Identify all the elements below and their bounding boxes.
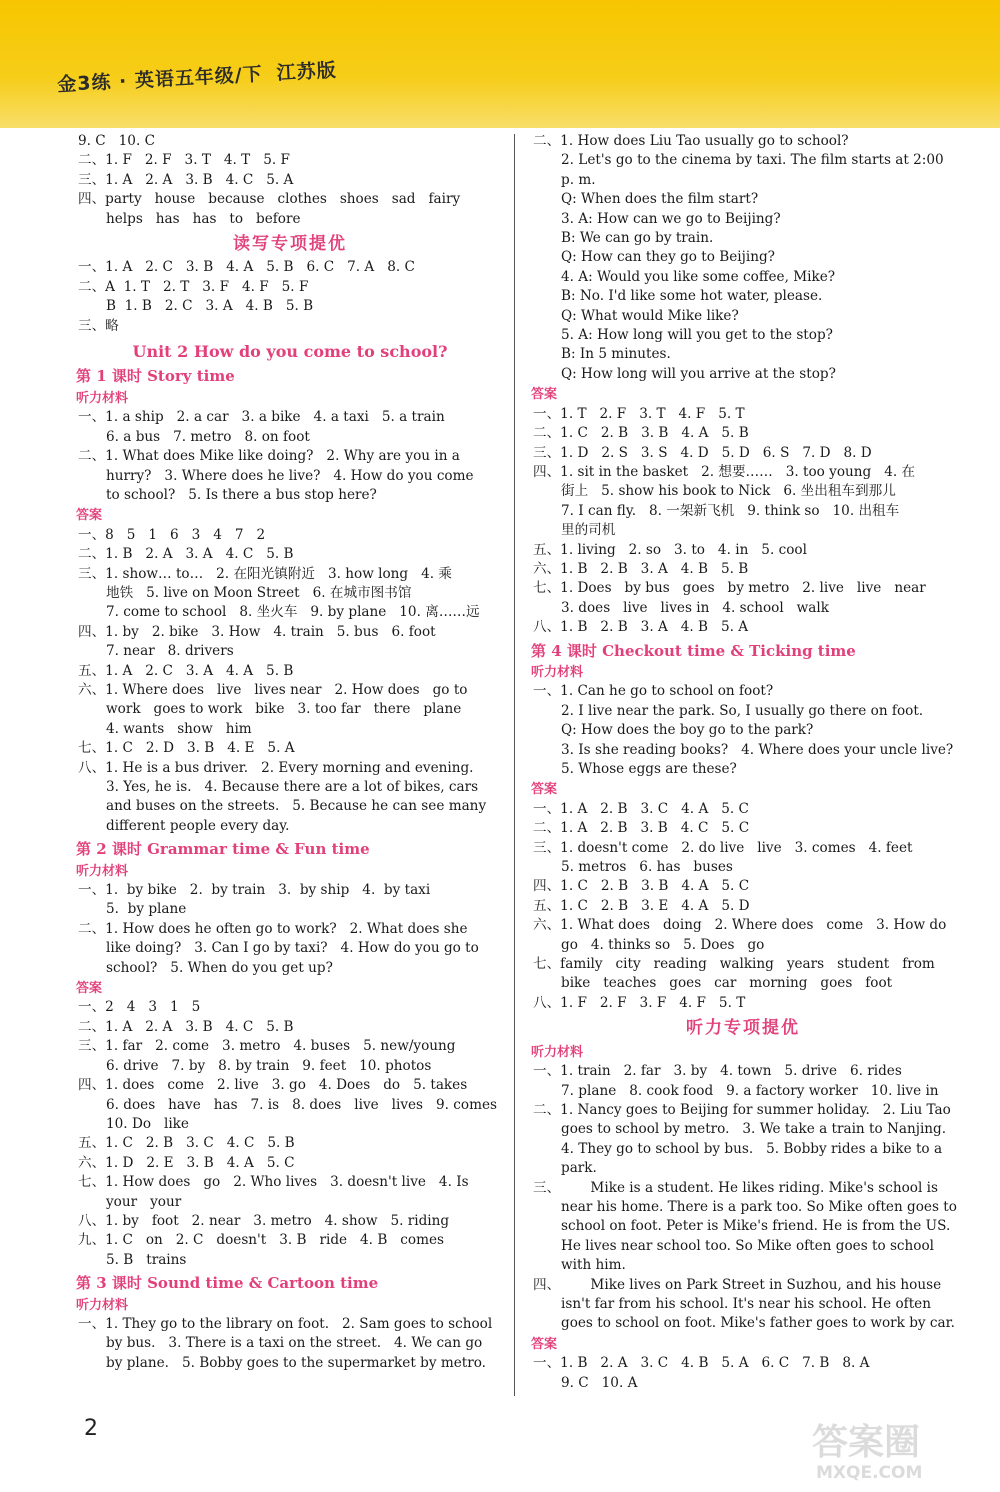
answer-line: 二、1. A 2. A 3. B 4. C 5. B [78,1018,294,1035]
answer-line: 七、1. How does go 2. Who lives 3. doesn't live 4. Is [78,1174,469,1191]
answer-line: 三、 Mike is a student. He likes riding. Mike's school is [533,1179,938,1196]
answer-line: 一、1. train 2. far 3. by 4. town 5. drive 6. rides [533,1063,902,1080]
answer-line: 四、1. by 2. bike 3. How 4. train 5. bus 6. foot [78,623,436,640]
answer-line-continued: 7. I can fly. 8. 一架新飞机 9. think so 10. 出租车 [561,502,900,519]
answer-line-continued: 4. A: Would you like some coffee, Mike? [561,268,836,285]
answer-line: 二、1. A 2. B 3. B 4. C 5. C [533,820,750,837]
answer-line: 9. C 10. C [78,133,155,149]
answer-line: 二、1. B 2. A 3. A 4. C 5. B [78,546,294,563]
header-band [0,0,1000,128]
answer-line: 一、1. A 2. B 3. C 4. A 5. C [533,800,749,817]
answer-line-continued: goes to school by metro. 3. We take a train to Nanjing. [561,1121,947,1138]
block-label: 听力材料 [76,863,129,879]
answer-line: 四、party house because clothes shoes sad fairy [78,191,461,208]
answer-line-continued: He lives near school too. So Mike often goes to school [561,1237,935,1254]
answer-line-continued: park. [561,1160,597,1177]
answer-line: 一、1. a ship 2. a car 3. a bike 4. a taxi 5. a train [78,409,445,426]
answer-line-continued: like doing? 3. Can I go by taxi? 4. How do you go to [106,940,479,957]
answer-line: 二、1. Nancy goes to Beijing for summer holiday. 2. Liu Tao [533,1101,951,1118]
answer-line-continued: 2. Let's go to the cinema by taxi. The film starts at 2:00 [561,152,944,169]
answer-line-continued: Q: What would Mike like? [561,307,739,324]
answer-line: 三、1. far 2. come 3. metro 4. buses 5. new/young [78,1038,456,1055]
answer-line-continued: 7. come to school 8. 坐火车 9. by plane 10. 离……远 [106,604,480,621]
answer-line: 二、1. How does Liu Tao usually go to school? [533,133,849,149]
watermark-main-text: 答案圈 [812,1422,921,1463]
answer-line-continued: B: We can go by train. [561,230,714,247]
answer-line: 六、1. What does doing 2. Where does come 3. How do [533,917,947,934]
answer-line: 四、1. does come 2. live 3. go 4. Does do 5. takes [78,1077,468,1094]
answer-line: 七、1. C 2. D 3. B 4. E 5. A [78,740,295,757]
answer-line: 八、1. by foot 2. near 3. metro 4. show 5. riding [78,1212,450,1229]
answer-line-continued: near his home. There is a park too. So Mike often goes to [561,1198,957,1215]
answer-line-continued: 6. does have has 7. is 8. does live lives 9. comes [106,1096,497,1113]
answer-line: 五、1. living 2. so 3. to 4. in 5. cool [533,541,807,558]
answer-line: 二、1. How does he often go to work? 2. What does she [78,920,468,937]
answer-line: 五、1. C 2. B 3. E 4. A 5. D [533,897,750,914]
answer-line: 一、1. Can he go to school on foot? [533,683,774,700]
edition-label: 江苏版 [276,59,338,85]
answer-line: 四、 Mike lives on Park Street in Suzhou, and his house [533,1276,942,1293]
answer-line-continued: 3. A: How can we go to Beijing? [561,210,781,227]
answer-line-continued: Q: How can they go to Beijing? [561,249,775,266]
answer-line-continued: hurry? 3. Where does he live? 4. How do you come [106,467,474,484]
section-heading: 听力专项提优 [686,1018,800,1039]
block-label: 答案 [531,1336,558,1352]
unit-heading: Unit 2 How do you come to school? [132,342,448,362]
answer-line-continued: 地铁 5. live on Moon Street 6. 在城市图书馆 [106,584,412,601]
answer-line-continued: 5. B trains [106,1251,187,1268]
answer-line-continued: your your [106,1193,182,1210]
answer-line-continued: 9. C 10. A [561,1374,638,1391]
answer-line-continued: 7. plane 8. cook food 9. a factory worker 10. live in [561,1082,939,1099]
column-divider [514,134,515,1396]
answer-line-continued: to school? 5. Is there a bus stop here? [106,486,377,503]
answer-line-continued: by plane. 5. Bobby goes to the supermarket by metro. [106,1354,486,1371]
answer-line-continued: p. m. [561,171,596,188]
answer-line-continued: 7. near 8. drivers [106,643,234,660]
answer-line-continued: work goes to work bike 3. too far there plane [106,701,462,718]
answer-line-continued: Q: When does the film start? [561,191,759,208]
answer-line-continued: go 4. thinks so 5. Does go [561,936,765,953]
answer-line-continued: 3. does live lives in 4. school walk [561,599,829,616]
answer-line: 八、1. B 2. B 3. A 4. B 5. A [533,619,749,636]
answer-line: 一、2 4 3 1 5 [78,999,201,1016]
answer-line-continued: 6. a bus 7. metro 8. on foot [106,428,310,445]
block-label: 听力材料 [76,1297,129,1313]
answer-line: 一、8 5 1 6 3 4 7 2 [78,526,266,543]
answer-line: 一、1. A 2. C 3. B 4. A 5. B 6. C 7. A 8. C [78,259,415,276]
lesson-heading: 第 4 课时 Checkout time & Ticking time [531,641,856,660]
answer-line: 二、1. What does Mike like doing? 2. Why are you in a [78,448,460,465]
lesson-heading: 第 2 课时 Grammar time & Fun time [76,840,370,859]
block-label: 答案 [76,508,103,524]
section-heading: 读写专项提优 [233,234,347,255]
answer-line-continued: by bus. 3. There is a taxi on the street. 4. We can go [106,1335,483,1352]
answer-line: 二、1. F 2. F 3. T 4. T 5. F [78,152,290,169]
answer-line: 八、1. He is a bus driver. 2. Every morning and evening. [78,759,474,776]
answer-line-continued: 5. Whose eggs are these? [561,761,737,777]
answer-line-continued: Q: How does the boy go to the park? [561,722,814,739]
answer-line-continued: helps has has to before [106,210,301,227]
answer-line-continued: bike teaches goes car morning goes foot [561,975,893,992]
block-label: 答案 [531,782,558,798]
answer-line: 七、family city reading walking years student from [533,956,935,973]
answer-line-continued: 3. Yes, he is. 4. Because there are a lot of bikes, cars [106,779,479,795]
answer-line-continued: 2. I live near the park. So, I usually go there on foot. [561,702,924,719]
answer-line-continued: B 1. B 2. C 3. A 4. B 5. B [106,298,314,315]
answer-line: 三、1. show… to… 2. 在阳光镇附近 3. how long 4. 乘 [78,565,452,582]
answer-line: 八、1. F 2. F 3. F 4. F 5. T [533,994,746,1011]
answer-line: 一、1. by bike 2. by train 3. by ship 4. by taxi [78,882,431,899]
answer-line: 五、1. A 2. C 3. A 4. A 5. B [78,662,294,679]
book-title: 金3练 · 英语五年级/下 [56,63,264,97]
answer-line: 一、1. T 2. F 3. T 4. F 5. T [533,405,745,422]
answer-line: 二、1. C 2. B 3. B 4. A 5. B [533,425,749,442]
watermark-sub-text: MXQE.COM [816,1463,923,1483]
answer-line: 一、1. B 2. A 3. C 4. B 5. A 6. C 7. B 8. A [533,1355,870,1372]
answer-line-continued: 6. drive 7. by 8. by train 9. feet 10. photos [106,1057,432,1074]
block-label: 听力材料 [76,390,129,406]
answer-line-continued: and buses on the streets. 5. Because he can see many [106,798,487,815]
page-number: 2 [84,1416,98,1441]
answer-line-continued: 5. A: How long will you get to the stop? [561,327,833,344]
answer-line-continued: 5. metros 6. has buses [561,859,733,876]
answer-line: 三、1. doesn't come 2. do live live 3. comes 4. feet [533,839,913,856]
answer-line: 六、1. B 2. B 3. A 4. B 5. B [533,560,749,577]
answer-line: 六、1. D 2. E 3. B 4. A 5. C [78,1154,295,1171]
answer-line: 三、略 [78,317,119,334]
lesson-heading: 第 1 课时 Story time [76,367,235,386]
answer-line: 四、1. C 2. B 3. B 4. A 5. C [533,878,750,895]
answer-line-continued: Q: How long will you arrive at the stop? [561,365,836,382]
answer-line-continued: different people every day. [106,817,290,834]
answer-line: 三、1. D 2. S 3. S 4. D 5. D 6. S 7. D 8. D [533,444,872,461]
lesson-heading: 第 3 课时 Sound time & Cartoon time [76,1274,379,1293]
answer-line-continued: 3. Is she reading books? 4. Where does your uncle live? [561,741,954,758]
answer-line: 五、1. C 2. B 3. C 4. C 5. B [78,1135,295,1152]
answer-line-continued: 4. wants show him [106,720,252,737]
answer-line: 三、1. A 2. A 3. B 4. C 5. A [78,171,294,188]
answer-line: 四、1. sit in the basket 2. 想要…… 3. too young 4. 在 [533,463,916,480]
answer-line: 二、A 1. T 2. T 3. F 4. F 5. F [78,278,309,295]
answer-line-continued: B: In 5 minutes. [561,346,671,363]
left-column [78,132,502,1373]
answer-line-continued: isn't far from his school. It's near his school. He often [561,1295,931,1312]
answer-line: 九、1. C on 2. C doesn't 3. B ride 4. B comes [78,1232,444,1249]
block-label: 答案 [531,387,558,403]
block-label: 答案 [76,981,103,997]
watermark-logo [808,1412,978,1484]
answer-line-continued: 街上 5. show his book to Nick 6. 坐出租车到那儿 [561,483,896,500]
answer-line-continued: school on foot. Peter is Mike's friend. He is from the US. [561,1218,951,1235]
answer-line: 一、1. They go to the library on foot. 2. Sam goes to school [78,1315,493,1332]
answer-line-continued: 4. They go to school by bus. 5. Bobby rides a bike to a [561,1140,943,1157]
block-label: 听力材料 [531,1044,584,1060]
answer-line: 七、1. Does by bus goes by metro 2. live live near [533,580,926,597]
answer-line-continued: 10. Do like [106,1115,189,1132]
right-column [531,132,957,1393]
answer-line-continued: 里的司机 [561,522,616,539]
answer-line-continued: 5. by plane [106,901,187,918]
answer-line-continued: with him. [561,1257,626,1274]
answer-line: 六、1. Where does live lives near 2. How does go to [78,681,468,698]
block-label: 听力材料 [531,664,584,680]
answer-line-continued: goes to school on foot. Mike's father goes to work by car. [561,1315,955,1332]
answer-line-continued: school? 5. When do you get up? [106,959,333,976]
answer-line-continued: B: No. I'd like some hot water, please. [561,288,823,305]
